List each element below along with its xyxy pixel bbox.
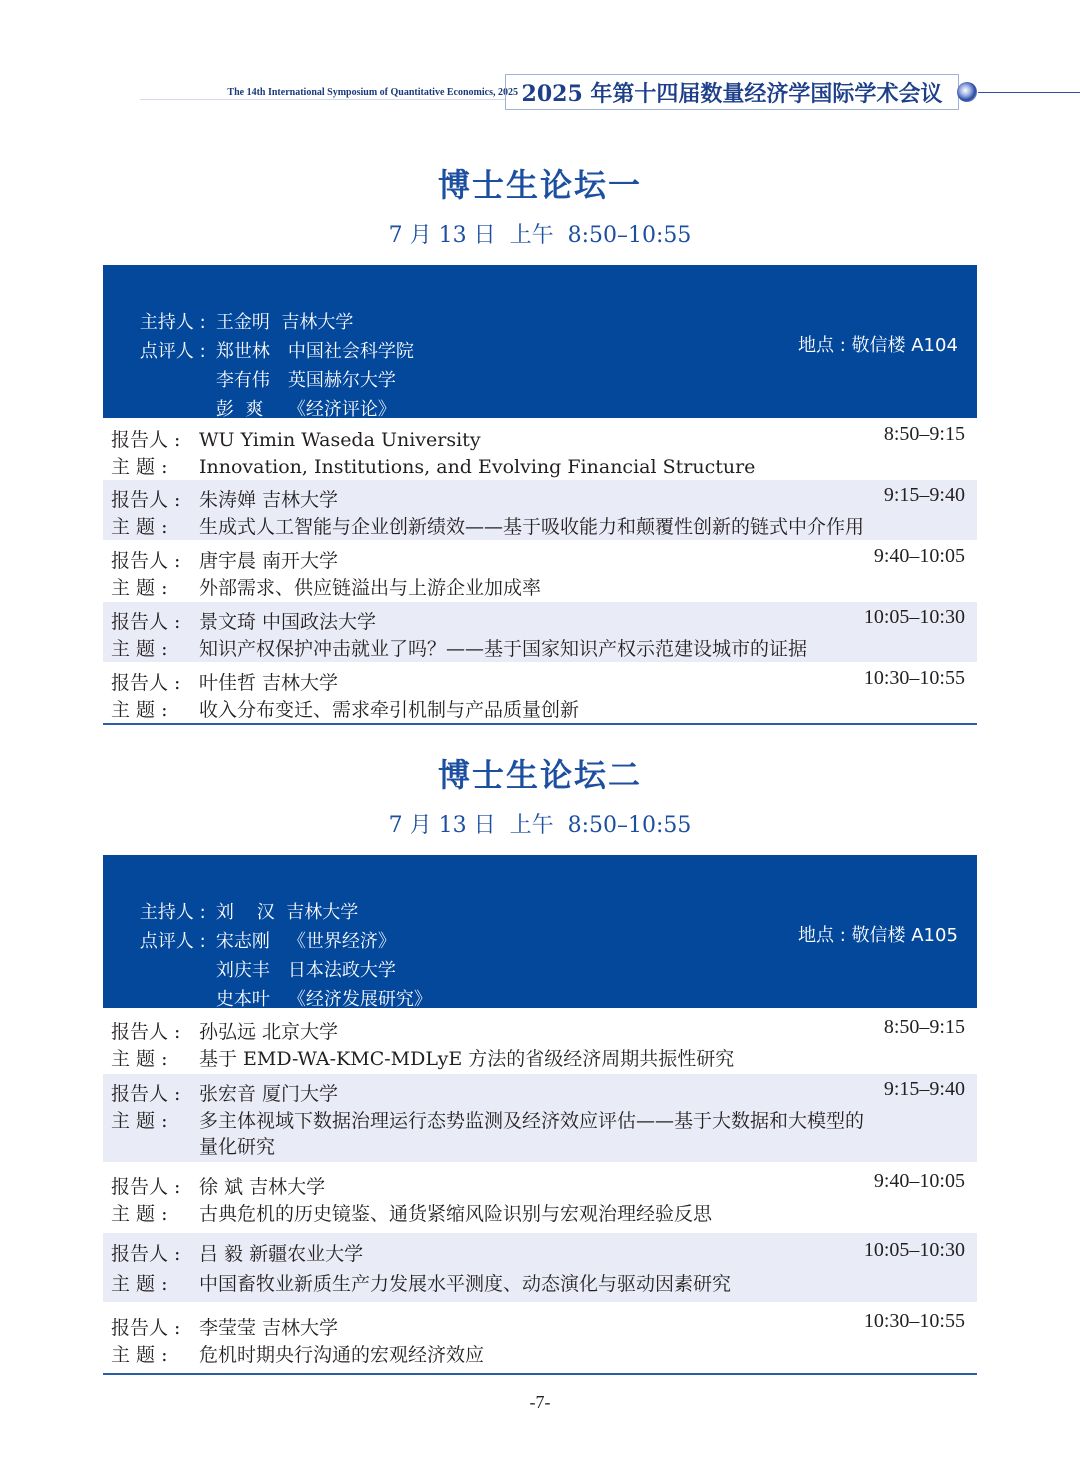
reporter-label: 报告人 : (111, 489, 181, 511)
reporter-label: 报告人 : (111, 672, 181, 694)
reporter-name: 景文琦 中国政法大学 (199, 611, 377, 633)
topic-text: 生成式人工智能与企业创新绩效——基于吸收能力和颠覆性创新的链式中介作用 (199, 516, 865, 538)
reviewer-affil: 日本法政大学 (287, 960, 396, 981)
topic-label: 主 题 : (111, 456, 168, 478)
reporter-label: 报告人 : (111, 1317, 181, 1339)
forum1-end-rule (103, 723, 977, 725)
header-title-box (505, 74, 959, 110)
reporter-label: 报告人 : (111, 611, 181, 633)
page-number: -7- (529, 1392, 551, 1412)
reviewer-name: 李有伟 (215, 370, 270, 391)
talk-row (103, 1233, 977, 1302)
reviewer-affil: 英国赫尔大学 (287, 370, 396, 391)
talk-row (103, 541, 977, 601)
header-english-title: The 14th International Symposium of Quantitative Economics, 2025 (227, 87, 518, 98)
talk-row (103, 1010, 977, 1073)
host-label: 主持人 : (139, 902, 206, 923)
topic-label: 主 题 : (111, 1344, 168, 1366)
forum2-time: 7 月 13 日 上午 8:50–10:55 (388, 813, 692, 838)
talk-row (103, 1303, 977, 1373)
reviewer-name: 史本叶 (215, 989, 270, 1010)
forum1-venue: 地点 : 敬信楼 A104 (798, 335, 958, 356)
reviewer-affil: 《世界经济》 (287, 931, 396, 952)
forum2-end-rule (103, 1373, 977, 1375)
reporter-name: 朱涛婵 吉林大学 (199, 489, 339, 511)
forum2-title: 博士生论坛二 (437, 756, 642, 794)
reviewer-name: 彭 爽 (215, 399, 264, 420)
topic-text: 多主体视域下数据治理运行态势监测及经济效应评估——基于大数据和大模型的 (199, 1110, 865, 1132)
talk-time: 10:30–10:55 (863, 667, 965, 689)
header-rule-right (978, 92, 1080, 93)
reporter-name: 叶佳哲 吉林大学 (199, 672, 339, 694)
topic-text: 知识产权保护冲击就业了吗？——基于国家知识产权示范建设城市的证据 (199, 638, 808, 660)
topic-label: 主 题 : (111, 1273, 168, 1295)
talk-time: 10:05–10:30 (863, 606, 965, 628)
host-name: 刘 汉 吉林大学 (215, 902, 359, 923)
topic-label: 主 题 : (111, 577, 168, 599)
host-label: 主持人 : (139, 312, 206, 333)
talk-time: 10:05–10:30 (863, 1239, 965, 1261)
header-rule-left (140, 99, 505, 100)
reviewer-label: 点评人 : (139, 931, 206, 952)
reporter-label: 报告人 : (111, 429, 181, 451)
talk-row (103, 663, 977, 723)
topic-text-continued: 量化研究 (199, 1136, 276, 1158)
forum1-info-box (103, 265, 977, 418)
forum2-info-box (103, 855, 977, 1008)
forum1-time: 7 月 13 日 上午 8:50–10:55 (388, 223, 692, 248)
forum2-venue: 地点 : 敬信楼 A105 (798, 925, 958, 946)
reporter-name: 徐 斌 吉林大学 (199, 1176, 326, 1198)
topic-text: Innovation, Institutions, and Evolving Financial Structure (199, 456, 756, 478)
talk-time: 10:30–10:55 (863, 1310, 965, 1332)
talk-time: 9:40–10:05 (873, 1170, 965, 1192)
topic-label: 主 题 : (111, 1203, 168, 1225)
reporter-label: 报告人 : (111, 550, 181, 572)
reporter-label: 报告人 : (111, 1083, 181, 1105)
topic-text: 危机时期央行沟通的宏观经济效应 (199, 1344, 485, 1366)
topic-label: 主 题 : (111, 1048, 168, 1070)
header-dot-ornament (957, 82, 977, 102)
reporter-name: 孙弘远 北京大学 (199, 1021, 339, 1043)
reporter-name: 吕 毅 新疆农业大学 (199, 1243, 364, 1265)
topic-text: 收入分布变迁、需求牵引机制与产品质量创新 (199, 699, 580, 721)
reviewer-name: 刘庆丰 (215, 960, 270, 981)
reporter-label: 报告人 : (111, 1176, 181, 1198)
topic-label: 主 题 : (111, 516, 168, 538)
talk-row (103, 602, 977, 662)
topic-text: 外部需求、供应链溢出与上游企业加成率 (199, 577, 542, 599)
reporter-label: 报告人 : (111, 1021, 181, 1043)
talk-time: 9:40–10:05 (873, 545, 965, 567)
reporter-name: 张宏音 厦门大学 (199, 1083, 339, 1105)
header-chinese-title: 2025 年第十四届数量经济学国际学术会议 (521, 80, 943, 107)
reviewer-affil: 中国社会科学院 (287, 341, 414, 362)
topic-text: 基于 EMD-WA-KMC-MDLyE 方法的省级经济周期共振性研究 (199, 1048, 735, 1070)
reporter-name: 李莹莹 吉林大学 (199, 1317, 339, 1339)
talk-row (103, 418, 977, 479)
topic-label: 主 题 : (111, 638, 168, 660)
reviewer-name: 郑世林 (215, 341, 270, 362)
talk-time: 9:15–9:40 (883, 484, 965, 506)
talk-row (103, 480, 977, 540)
topic-label: 主 题 : (111, 1110, 168, 1132)
topic-text: 中国畜牧业新质生产力发展水平测度、动态演化与驱动因素研究 (199, 1273, 732, 1295)
talk-time: 8:50–9:15 (883, 1016, 965, 1038)
talk-time: 8:50–9:15 (883, 423, 965, 445)
host-name: 王金明 吉林大学 (215, 312, 354, 333)
topic-text: 古典危机的历史镜鉴、通货紧缩风险识别与宏观治理经验反思 (199, 1203, 713, 1225)
forum1-title: 博士生论坛一 (437, 166, 642, 204)
reporter-label: 报告人 : (111, 1243, 181, 1265)
reviewer-name: 宋志刚 (215, 931, 270, 952)
reporter-name: WU Yimin Waseda University (199, 429, 481, 451)
topic-label: 主 题 : (111, 699, 168, 721)
reviewer-affil: 《经济评论》 (287, 399, 396, 420)
reviewer-label: 点评人 : (139, 341, 206, 362)
talk-time: 9:15–9:40 (883, 1078, 965, 1100)
talk-row (103, 1074, 977, 1162)
reviewer-affil: 《经济发展研究》 (287, 989, 432, 1010)
reporter-name: 唐宇晨 南开大学 (199, 550, 339, 572)
talk-row (103, 1163, 977, 1232)
